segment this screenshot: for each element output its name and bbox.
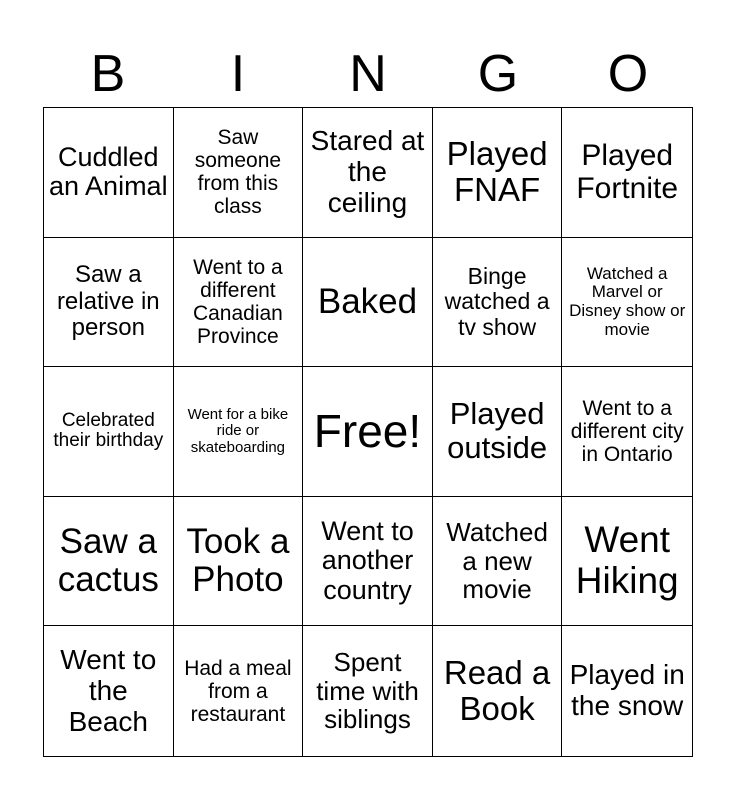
bingo-cell[interactable] bbox=[303, 238, 433, 368]
bingo-cell[interactable] bbox=[562, 626, 692, 756]
bingo-cell-text: Baked bbox=[317, 281, 418, 321]
bingo-cell-text: Played FNAF bbox=[446, 135, 548, 209]
bingo-cell[interactable] bbox=[174, 238, 304, 368]
bingo-cell[interactable] bbox=[174, 367, 304, 497]
bingo-cell[interactable] bbox=[433, 497, 563, 627]
bingo-cell-text: Went to a different city in Ontario bbox=[570, 396, 684, 467]
bingo-cell[interactable] bbox=[303, 367, 433, 497]
bingo-cell-text: Read a Book bbox=[443, 653, 551, 728]
bingo-cell-text: Went to another country bbox=[321, 515, 414, 605]
bingo-cell[interactable] bbox=[562, 497, 692, 627]
bingo-cell[interactable] bbox=[562, 238, 692, 368]
header-letter-g: G bbox=[477, 45, 519, 103]
bingo-cell-text: Went for a bike ride or skateboarding bbox=[187, 405, 289, 456]
bingo-cell-text: Went Hiking bbox=[575, 519, 679, 602]
header-letter-o: O bbox=[607, 45, 649, 103]
bingo-cell[interactable] bbox=[44, 497, 174, 627]
bingo-cell[interactable] bbox=[303, 626, 433, 756]
bingo-cell[interactable] bbox=[562, 108, 692, 238]
bingo-cell[interactable] bbox=[174, 626, 304, 756]
bingo-cell[interactable] bbox=[433, 238, 563, 368]
bingo-cell-text: Saw someone from this class bbox=[194, 126, 282, 219]
bingo-cell-text: Watched a Marvel or Disney show or movie bbox=[569, 263, 686, 339]
bingo-cell-text: Celebrated their birthday bbox=[53, 409, 164, 452]
bingo-cell-text: Took a Photo bbox=[186, 521, 290, 600]
bingo-cell[interactable] bbox=[433, 108, 563, 238]
bingo-cell-text: Cuddled an Animal bbox=[49, 141, 168, 202]
bingo-board bbox=[43, 107, 693, 757]
bingo-header bbox=[43, 40, 693, 108]
bingo-cell-text: Played in the snow bbox=[569, 659, 685, 722]
bingo-cell[interactable] bbox=[44, 108, 174, 238]
bingo-cell-text: Watched a new movie bbox=[446, 517, 548, 605]
bingo-cell-text: Played outside bbox=[447, 396, 548, 466]
bingo-cell-text: Went to the Beach bbox=[60, 644, 157, 737]
bingo-cell-text: Spent time with siblings bbox=[316, 647, 419, 735]
bingo-cell[interactable] bbox=[174, 497, 304, 627]
bingo-cell[interactable] bbox=[44, 626, 174, 756]
header-letter-b: B bbox=[90, 45, 126, 103]
bingo-cell[interactable] bbox=[44, 238, 174, 368]
bingo-cell-text: Free! bbox=[313, 405, 422, 458]
bingo-cell[interactable] bbox=[303, 497, 433, 627]
bingo-cell-text: Binge watched a tv show bbox=[444, 262, 550, 340]
bingo-cell[interactable] bbox=[562, 367, 692, 497]
header-letter-i: I bbox=[230, 45, 246, 103]
bingo-cell-text: Played Fortnite bbox=[576, 139, 679, 206]
bingo-cell[interactable] bbox=[303, 108, 433, 238]
bingo-cell-text: Saw a cactus bbox=[57, 521, 159, 600]
bingo-cell-text: Stared at the ceiling bbox=[310, 125, 425, 218]
bingo-cell-text: Went to a different Canadian Province bbox=[192, 255, 283, 348]
bingo-cell-text: Had a meal from a restaurant bbox=[184, 656, 292, 726]
bingo-cell[interactable] bbox=[174, 108, 304, 238]
bingo-cell-text: Saw a relative in person bbox=[56, 261, 160, 342]
bingo-cell[interactable] bbox=[433, 626, 563, 756]
bingo-cell[interactable] bbox=[44, 367, 174, 497]
header-letter-n: N bbox=[349, 45, 387, 103]
bingo-cell[interactable] bbox=[433, 367, 563, 497]
